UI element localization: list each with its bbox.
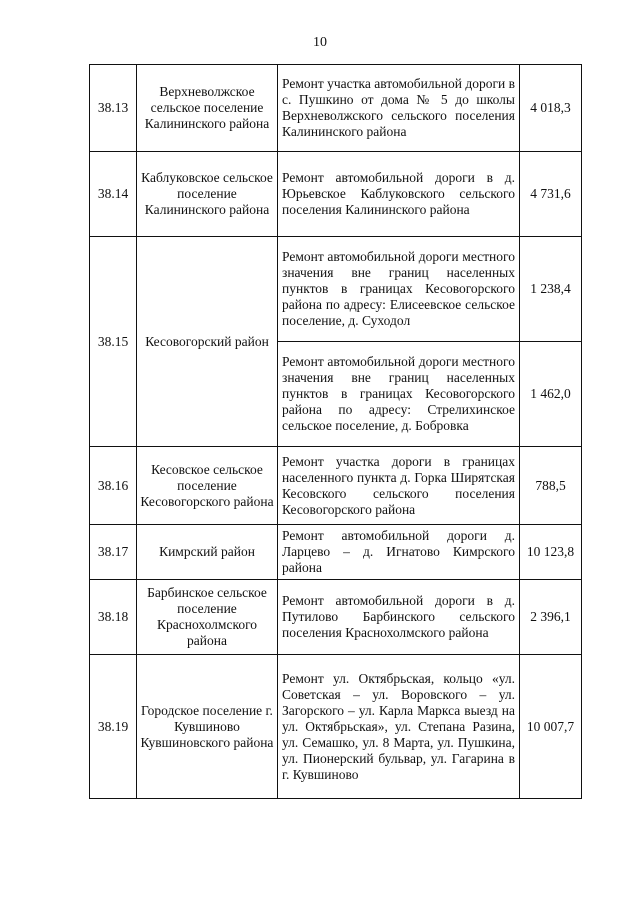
table-row	[90, 447, 582, 525]
row-number: 38.15	[90, 237, 137, 447]
row-number: 38.14	[90, 152, 137, 237]
amount: 2 396,1	[520, 580, 582, 655]
table-row	[90, 525, 582, 580]
work-description: Ремонт участка дороги в границах населенного пункта д. Горка Ширятская Кесовского сельского поселения Кесовогорского района	[278, 447, 520, 525]
work-description: Ремонт автомобильной дороги в д. Путилово Барбинского сельского поселения Краснохолмского района	[278, 580, 520, 655]
work-description: Ремонт участка автомобильной дороги в с. Пушкино от дома № 5 до школы Верхневолжского сельского поселения Калининского района	[278, 65, 520, 152]
amount: 1 462,0	[520, 342, 582, 447]
table-row	[90, 655, 582, 799]
municipality-name: Верхневолжское сельское поселение Калининского района	[137, 65, 278, 152]
row-number: 38.18	[90, 580, 137, 655]
work-description: Ремонт автомобильной дороги д. Ларцево – д. Игнатово Кимрского района	[278, 525, 520, 580]
page-number: 10	[313, 35, 327, 50]
allocation-table	[89, 64, 582, 799]
work-description: Ремонт автомобильной дороги местного значения вне границ населенных пунктов в границах Кесовогорского района по адресу: Елисеевское сельское поселение, д. Суходол	[278, 237, 520, 342]
amount: 1 238,4	[520, 237, 582, 342]
amount: 10 123,8	[520, 525, 582, 580]
row-number: 38.17	[90, 525, 137, 580]
row-number: 38.13	[90, 65, 137, 152]
municipality-name: Кесовогорский район	[137, 237, 278, 447]
amount: 4 731,6	[520, 152, 582, 237]
table-row	[90, 65, 582, 152]
municipality-name: Кимрский район	[137, 525, 278, 580]
municipality-name: Кесовское сельское поселение Кесовогорского района	[137, 447, 278, 525]
row-number: 38.16	[90, 447, 137, 525]
table-row	[90, 152, 582, 237]
amount: 788,5	[520, 447, 582, 525]
work-description: Ремонт автомобильной дороги в д. Юрьевское Каблуковского сельского поселения Калининского района	[278, 152, 520, 237]
municipality-name: Барбинское сельское поселение Краснохолмского района	[137, 580, 278, 655]
municipality-name: Каблуковское сельское поселение Калининского района	[137, 152, 278, 237]
work-description: Ремонт ул. Октябрьская, кольцо «ул. Советская – ул. Воровского – ул. Загорского – ул. Карла Маркса выезд на ул. Октябрьская», ул. Степана Разина, ул. Семашко, ул. 8 Марта, ул. Пушкина, ул. Пионерский бульвар, ул. Гагарина в г. Кувшиново	[278, 655, 520, 799]
table-row	[90, 237, 582, 342]
municipality-name: Городское поселение г. Кувшиново Кувшиновского района	[137, 655, 278, 799]
work-description: Ремонт автомобильной дороги местного значения вне границ населенных пунктов в границах Кесовогорского района по адресу: Стрелихинское сельское поселение, д. Бобровка	[278, 342, 520, 447]
table-row	[90, 580, 582, 655]
amount: 4 018,3	[520, 65, 582, 152]
row-number: 38.19	[90, 655, 137, 799]
amount: 10 007,7	[520, 655, 582, 799]
